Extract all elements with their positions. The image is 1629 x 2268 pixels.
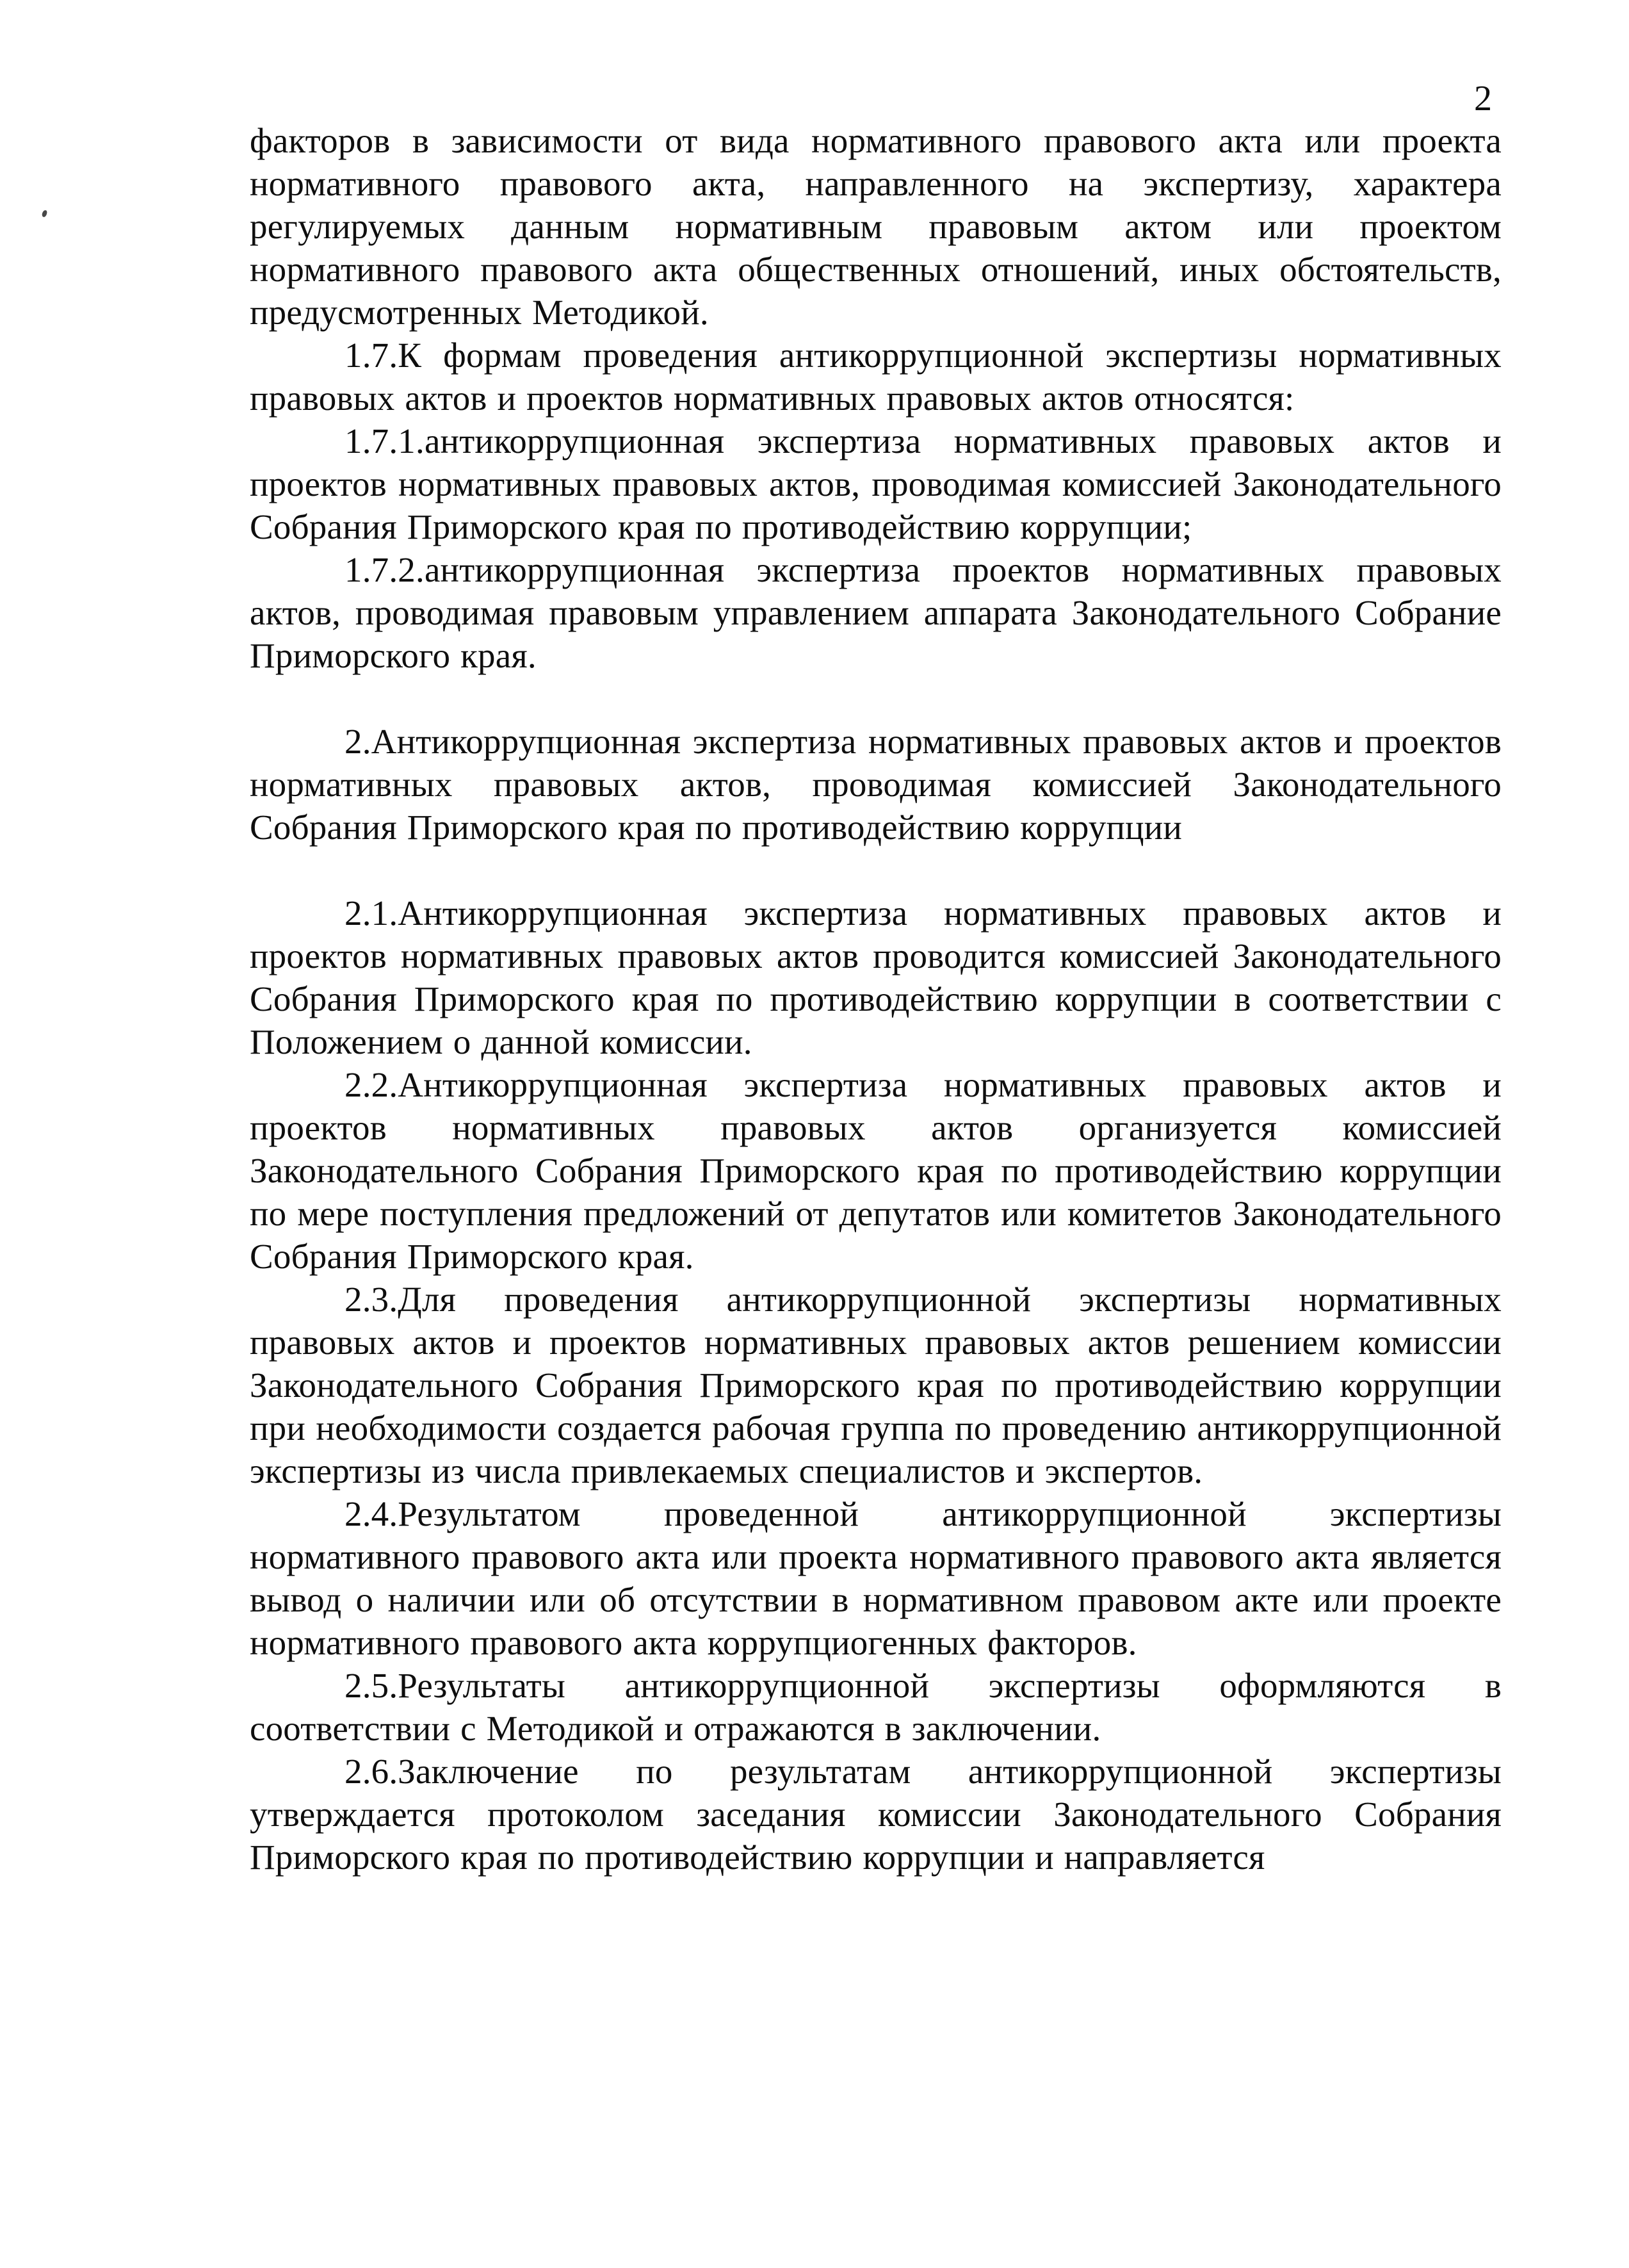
section-2-heading: 2.Антикоррупционная экспертиза нормативных правовых актов и проектов нормативных правовых актов, проводимая комиссией Законодательного Собрания Приморского края по противодействию коррупции: [250, 722, 1502, 847]
document-body: [250, 119, 1502, 1879]
paragraph-2-5: 2.5.Результаты антикоррупционной экспертизы оформляются в соответствии с Методикой и отражаются в заключении.: [250, 1666, 1502, 1748]
paragraph-2-2: 2.2.Антикоррупционная экспертиза нормативных правовых актов и проектов нормативных правовых актов организуется комиссией Законодательного Собрания Приморского края по противодействию коррупции по мере поступления предложений от депутатов или комитетов Законодательного Собрания Приморского края.: [250, 1065, 1502, 1276]
paragraph-continuation: факторов в зависимости от вида нормативного правового акта или проекта нормативного правового акта, направленного на экспертизу, характера регулируемых данным нормативным правовым актом или проектом нормативного правового акта общественных отношений, иных обстоятельств, предусмотренных Методикой.: [250, 121, 1502, 332]
paragraph-1-7-2: 1.7.2.антикоррупционная экспертиза проектов нормативных правовых актов, проводимая правовым управлением аппарата Законодательного Собрание Приморского края.: [250, 550, 1502, 675]
paragraph-1-7-1: 1.7.1.антикоррупционная экспертиза нормативных правовых актов и проектов нормативных правовых актов, проводимая комиссией Законодательного Собрания Приморского края по противодействию коррупции;: [250, 421, 1502, 546]
scan-artifact-speck: [42, 209, 47, 217]
paragraph-2-3: 2.3.Для проведения антикоррупционной экспертизы нормативных правовых актов и проектов нормативных правовых актов решением комиссии Законодательного Собрания Приморского края по противодействию коррупции при необходимости создается рабочая группа по проведению антикоррупционной экспертизы из числа привлекаемых специалистов и экспертов.: [250, 1280, 1502, 1490]
paragraph-1-7: 1.7.К формам проведения антикоррупционной экспертизы нормативных правовых актов и проектов нормативных правовых актов относятся:: [250, 336, 1502, 418]
paragraph-2-4: 2.4.Результатом проведенной антикоррупционной экспертизы нормативного правового акта или проекта нормативного правового акта является вывод о наличии или об отсутствии в нормативном правовом акте или проекте нормативного правового акта коррупциогенных факторов.: [250, 1494, 1502, 1662]
page-number: 2: [1474, 79, 1492, 118]
paragraph-2-1: 2.1.Антикоррупционная экспертиза нормативных правовых актов и проектов нормативных правовых актов проводится комиссией Законодательного Собрания Приморского края по противодействию коррупции в соответствии с Положением о данной комиссии.: [250, 893, 1502, 1061]
paragraph-2-6: 2.6.Заключение по результатам антикоррупционной экспертизы утверждается протоколом заседания комиссии Законодательного Собрания Приморского края по противодействию коррупции и направляется: [250, 1752, 1502, 1877]
